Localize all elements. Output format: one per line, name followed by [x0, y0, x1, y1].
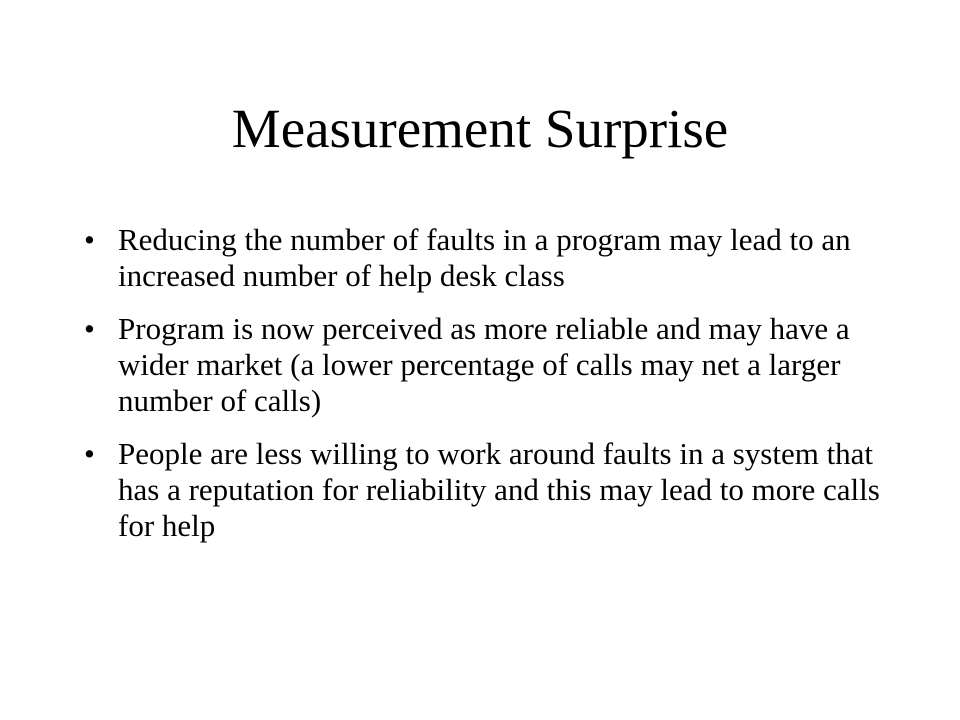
bullet-item-1 — [84, 222, 884, 294]
bullet-icon: • — [84, 311, 95, 346]
bullet-icon: • — [84, 436, 95, 471]
bullet-text: Program is now perceived as more reliable and may have a wider market (a lower percentage of calls may net a larger number of calls) — [118, 311, 850, 418]
bullet-list — [84, 222, 884, 561]
slide-title: Measurement Surprise — [231, 98, 729, 159]
bullet-icon: • — [84, 222, 95, 257]
bullet-text: People are less willing to work around faults in a system that has a reputation for reliability and this may lead to more calls for help — [118, 436, 880, 543]
bullet-item-3 — [84, 436, 884, 544]
bullet-item-2 — [84, 311, 884, 419]
bullet-text: Reducing the number of faults in a program may lead to an increased number of help desk class — [118, 222, 851, 293]
